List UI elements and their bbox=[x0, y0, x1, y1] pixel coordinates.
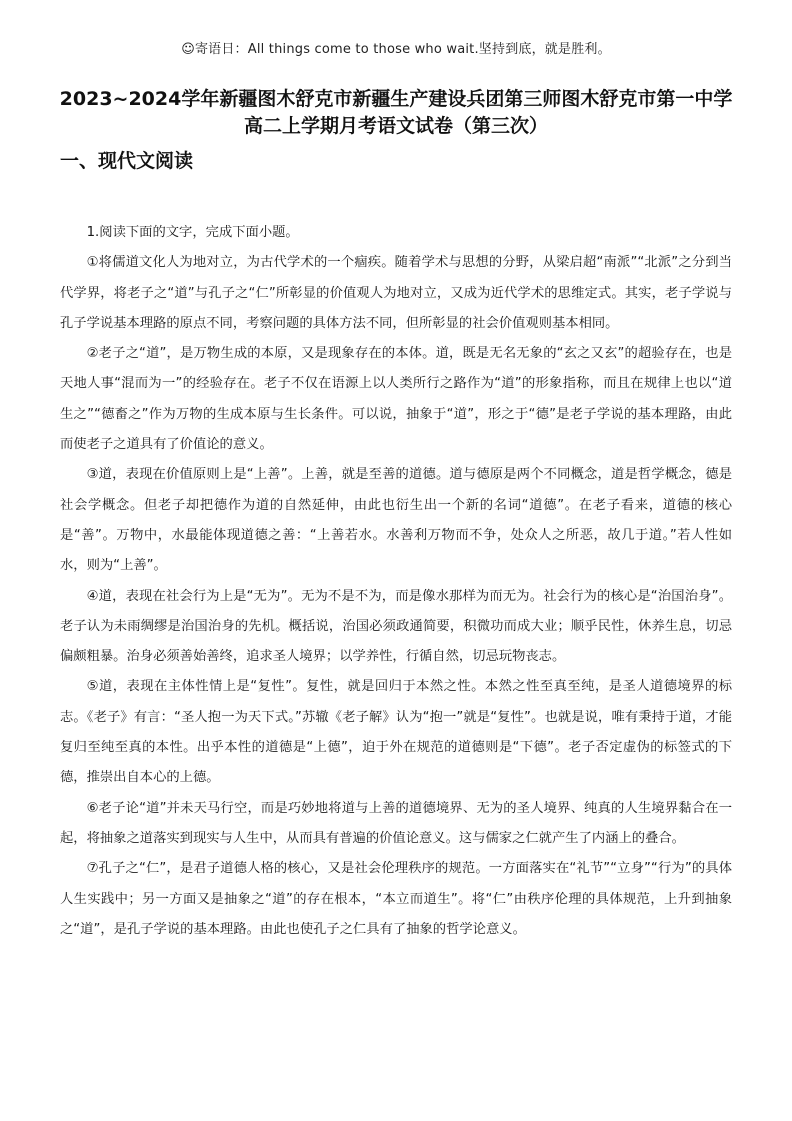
passage-paragraph-7: ⑦孔子之“仁”，是君子道德人格的核心，又是社会伦理秩序的规范。一方面落实在“礼节”“立身”“行为”的具体人生实践中；另一方面又是抽象之“道”的存在根本，“本立而道生”。将“仁”由秩序伦理的具体规范，上升到抽象之“道”，是孔子学说的基本理路。由此也使孔子之仁具有了抽象的哲学论意义。 bbox=[60, 861, 732, 937]
exam-title-line-1: 2023~2024学年新疆图木舒克市新疆生产建设兵团第三师图木舒克市第一中学 bbox=[59, 88, 733, 110]
passage-paragraph-3: ③道，表现在价值原则上是“上善”。上善，就是至善的道德。道与德原是两个不同概念，道是哲学概念，德是社会学概念。但老子却把德作为道的自然延伸，由此也衍生出一个新的名词“道德”。在老子看来，道德的核心是“善”。万物中，水最能体现道德之善：“上善若水。水善利万物而不争，处众人之所恶，故几于道。”若人性如水，则为“上善”。 bbox=[60, 467, 732, 574]
passage-paragraph-6: ⑥老子论“道”并未天马行空，而是巧妙地将道与上善的道德境界、无为的圣人境界、纯真的人生境界黏合在一起，将抽象之道落实到现实与人生中，从而具有普遍的价值论意义。这与儒家之仁就产生了内涵上的叠合。 bbox=[60, 800, 732, 846]
passage-paragraph-1: ①将儒道文化人为地对立，为古代学术的一个痼疾。随着学术与思想的分野，从梁启超“南派”“北派”之分到当代学界，将老子之“道”与孔子之“仁”所彰显的价值观人为地对立，又成为近代学术的思维定式。其实，老子学说与孔子学说基本理路的原点不同，考察问题的具体方法不同，但所彰显的社会价值观则基本相同。 bbox=[60, 255, 732, 331]
header-motto: ☺寄语日：All things come to those who wait.坚持到底，就是胜利。 bbox=[181, 42, 611, 57]
passage-paragraph-4: ④道，表现在社会行为上是“无为”。无为不是不为，而是像水那样为而无为。社会行为的核心是“治国治身”。老子认为未雨绸缪是治国治身的先机。概括说，治国必须政通简要，积微功而成大业；顺乎民性，休养生息，切忌偏颇粗暴。治身必须善始善终，追求圣人境界；以学养性，行循自然，切忌玩物丧志。 bbox=[60, 588, 732, 665]
passage-paragraph-5: ⑤道，表现在主体性情上是“复性”。复性，就是回归于本然之性。本然之性至真至纯，是圣人道德境界的标志。《老子》有言：“圣人抱一为天下式。”苏辙《老子解》认为“抱一”就是“复性”。也就是说，唯有秉持于道，才能复归至纯至真的本性。出乎本性的道德是“上德”，迫于外在规范的道德则是“下德”。老子否定虚伪的标签式的下德，推崇出自本心的上德。 bbox=[60, 679, 732, 786]
reading-passage bbox=[60, 218, 732, 945]
exam-title bbox=[40, 86, 752, 140]
exam-title-line-2: 高二上学期月考语文试卷（第三次） bbox=[243, 115, 548, 137]
passage-paragraph-2: ②老子之“道”，是万物生成的本原，又是现象存在的本体。道，既是无名无象的“玄之又玄”的超验存在，也是天地人事“混而为一”的经验存在。老子不仅在语源上以人类所行之路作为“道”的形象指称，而且在规律上也以“道生之”“德畜之”作为万物的生成本原与生长条件。可以说，抽象于“道”，形之于“德”是老子学说的基本理路，由此而使老子之道具有了价值论的意义。 bbox=[60, 346, 732, 453]
question-intro: 1.阅读下面的文字，完成下面小题。 bbox=[86, 225, 299, 240]
section-heading: 一、现代文阅读 bbox=[60, 150, 194, 172]
